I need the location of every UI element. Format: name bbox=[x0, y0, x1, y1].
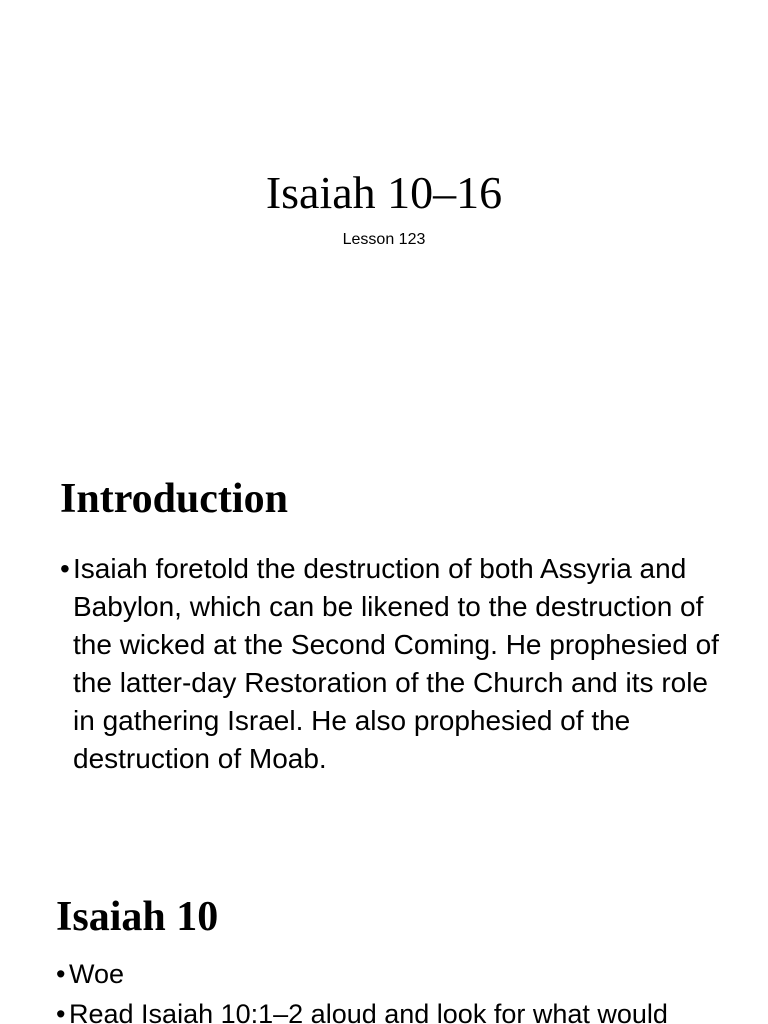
slide-subtitle: Lesson 123 bbox=[342, 231, 426, 248]
introduction-heading: Introduction bbox=[60, 476, 288, 522]
list-item bbox=[60, 550, 728, 778]
bullet-text: Woe bbox=[69, 959, 125, 989]
bullet-icon: • bbox=[60, 553, 70, 584]
bullet-icon: • bbox=[56, 959, 66, 989]
introduction-slide bbox=[0, 432, 768, 864]
bullet-text: Read Isaiah 10:1–2 aloud and look for what would bbox=[69, 999, 668, 1024]
isaiah-10-heading: Isaiah 10 bbox=[56, 894, 219, 940]
list-item bbox=[56, 954, 728, 994]
title-slide bbox=[0, 0, 768, 432]
introduction-bullet-list bbox=[60, 550, 728, 778]
isaiah-10-bullet-list bbox=[56, 954, 728, 1024]
bullet-icon: • bbox=[56, 999, 66, 1024]
isaiah-10-slide bbox=[0, 864, 768, 1024]
slide-title: Isaiah 10–16 bbox=[265, 167, 503, 218]
bullet-text: Isaiah foretold the destruction of both Assyria and Babylon, which can be likened to the destruction of the wicked at the Second Coming. He prophesied of the latter-day Restoration of the Church and its role in gathering Israel. He also prophesied of the destruction of Moab. bbox=[73, 553, 719, 774]
list-item bbox=[56, 994, 728, 1024]
